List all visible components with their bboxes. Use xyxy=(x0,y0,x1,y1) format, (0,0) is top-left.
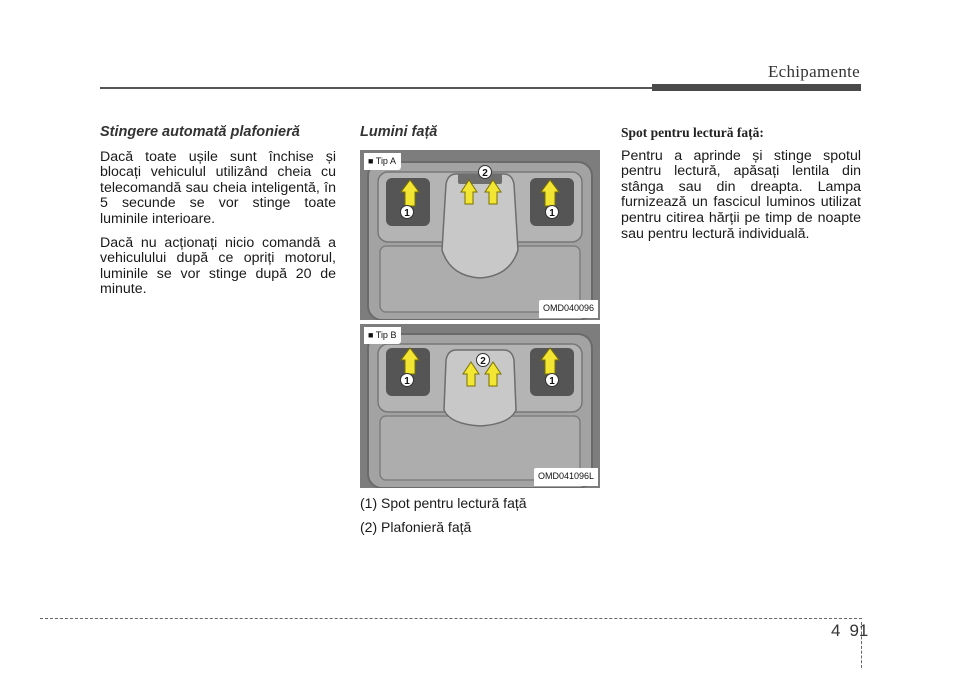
svg-text:2: 2 xyxy=(482,167,488,179)
section-reading-spot xyxy=(621,125,861,250)
figure-label: ■ Tip B xyxy=(364,327,401,345)
header-rule-accent xyxy=(652,84,861,91)
figure-code: OMD041096L xyxy=(534,468,598,486)
chapter-number: 4 xyxy=(831,621,841,640)
paragraph: Dacă nu acționați nicio comandă a vehiculului după ce opriți motorul, luminile se vor stinge după 20 de minute. xyxy=(100,234,336,298)
svg-text:1: 1 xyxy=(404,375,410,387)
page-number-value: 91 xyxy=(849,621,869,640)
section-front-lights xyxy=(360,125,600,536)
overhead-console-illustration-a xyxy=(360,150,600,320)
section-title-front-lights: Lumini față xyxy=(360,124,438,140)
section-auto-off xyxy=(100,125,336,306)
paragraph: Dacă toate ușile sunt închise și blocați vehiculul utilizând cheia cu telecomandă sau cheia inteligentă, în 5 secunde se vor stinge toate luminile interioare. xyxy=(100,148,336,227)
svg-text:1: 1 xyxy=(549,207,555,219)
page-number xyxy=(831,621,868,641)
overhead-console-illustration-b xyxy=(360,324,600,488)
caption-item: (2) Plafonieră față xyxy=(360,518,472,535)
paragraph: Pentru a aprinde și stinge spotul pentru lectură, apăsați lentila din stânga sau din dreapta. Lampa furnizează un fascicul luminos utilizat pentru citirea hărții pe timp de noapte sau pentru lectură individuală. xyxy=(621,147,861,242)
figure-type-b xyxy=(360,324,600,488)
svg-text:1: 1 xyxy=(404,207,410,219)
section-title-reading-spot: Spot pentru lectură față: xyxy=(621,125,764,140)
section-title-auto-off: Stingere automată plafonieră xyxy=(100,124,300,140)
figure-label: ■ Tip A xyxy=(364,153,401,171)
figure-type-a xyxy=(360,150,600,320)
header-title: Echipamente xyxy=(767,62,860,81)
header-rule xyxy=(100,87,652,89)
svg-text:2: 2 xyxy=(480,355,486,367)
svg-text:1: 1 xyxy=(549,375,555,387)
footer-rule xyxy=(40,618,862,619)
caption-item: (1) Spot pentru lectură față xyxy=(360,494,527,511)
figure-code: OMD040096 xyxy=(539,300,598,318)
